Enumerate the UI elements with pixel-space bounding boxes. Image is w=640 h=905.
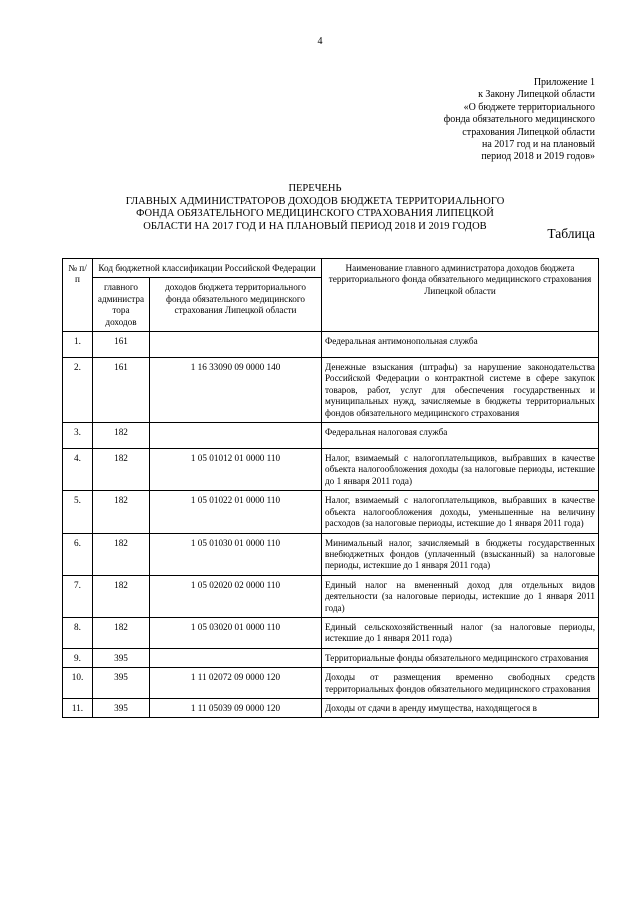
row-num: 9. xyxy=(63,648,93,667)
appendix-block xyxy=(444,77,595,164)
row-name: Единый налог на вмененный доход для отдельных видов деятельности (за налоговые периоды, истекшие до 1 января 2011 года) xyxy=(322,575,599,617)
table-row xyxy=(63,575,599,617)
row-num: 4. xyxy=(63,449,93,491)
row-num: 2. xyxy=(63,358,93,423)
table-row xyxy=(63,617,599,648)
appendix-line: на 2017 год и на плановый xyxy=(481,139,595,151)
row-num: 6. xyxy=(63,533,93,575)
administrators-table xyxy=(62,258,599,718)
row-income-code: 1 16 33090 09 0000 140 xyxy=(150,358,322,423)
row-admin-code: 395 xyxy=(93,698,150,717)
row-name: Минимальный налог, зачисляемый в бюджеты государственных внебюджетных фондов (уплаченный (взысканный) за налоговые периоды, истекшие до 1 января 2011 года) xyxy=(322,533,599,575)
appendix-line: Приложение 1 xyxy=(533,77,595,88)
header-income-code: доходов бюджета территориального фонда обязательного медицинского страхования Липецкой области xyxy=(150,278,322,332)
table-row xyxy=(63,491,599,533)
heading-line: ОБЛАСТИ НА 2017 ГОД И НА ПЛАНОВЫЙ ПЕРИОД 2018 И 2019 ГОДОВ xyxy=(143,220,487,232)
table-caption: Таблица xyxy=(547,226,595,241)
appendix-line: фонда обязательного медицинского xyxy=(443,114,595,126)
row-admin-code: 395 xyxy=(93,648,150,667)
header-admin-code: главного администра тора доходов xyxy=(93,278,150,332)
row-name: Доходы от размещения временно свободных средств территориальных фондов обязательного медицинского страхования xyxy=(322,668,599,699)
table-row xyxy=(63,533,599,575)
page-number: 4 xyxy=(317,36,323,47)
row-admin-code: 161 xyxy=(93,358,150,423)
table-row xyxy=(63,648,599,667)
row-name: Налог, взимаемый с налогоплательщиков, выбравших в качестве объекта налогообложения доходы, уменьшенные на величину расходов (за налоговые периоды, истекшие до 1 января 2011 года) xyxy=(322,491,599,533)
row-income-code xyxy=(150,423,322,449)
row-name: Федеральная антимонопольная служба xyxy=(322,332,599,358)
row-income-code: 1 05 01012 01 0000 110 xyxy=(150,449,322,491)
table-row xyxy=(63,668,599,699)
appendix-line: «О бюджете территориального xyxy=(463,101,595,113)
document-heading xyxy=(60,183,570,233)
row-num: 11. xyxy=(63,698,93,717)
row-admin-code: 182 xyxy=(93,575,150,617)
row-name: Единый сельскохозяйственный налог (за налоговые периоды, истекшие до 1 января 2011 года) xyxy=(322,617,599,648)
row-admin-code: 395 xyxy=(93,668,150,699)
row-income-code: 1 05 03020 01 0000 110 xyxy=(150,617,322,648)
row-admin-code: 182 xyxy=(93,491,150,533)
row-admin-code: 182 xyxy=(93,449,150,491)
row-admin-code: 161 xyxy=(93,332,150,358)
header-code-group: Код бюджетной классификации Российской Федерации xyxy=(93,259,322,278)
row-num: 8. xyxy=(63,617,93,648)
row-name: Налог, взимаемый с налогоплательщиков, выбравших в качестве объекта налогообложения доходы (за налоговые периоды, истекшие до 1 января 2011 года) xyxy=(322,449,599,491)
appendix-line: страхования Липецкой области xyxy=(462,126,595,138)
row-num: 10. xyxy=(63,668,93,699)
table-row xyxy=(63,358,599,423)
row-name: Доходы от сдачи в аренду имущества, находящегося в xyxy=(322,698,599,717)
row-income-code: 1 05 02020 02 0000 110 xyxy=(150,575,322,617)
row-num: 1. xyxy=(63,332,93,358)
row-admin-code: 182 xyxy=(93,533,150,575)
table-row xyxy=(63,332,599,358)
header-num: № п/п xyxy=(63,259,93,332)
heading-line: ФОНДА ОБЯЗАТЕЛЬНОГО МЕДИЦИНСКОГО СТРАХОВАНИЯ ЛИПЕЦКОЙ xyxy=(136,208,494,220)
row-income-code xyxy=(150,648,322,667)
row-num: 5. xyxy=(63,491,93,533)
row-num: 7. xyxy=(63,575,93,617)
row-income-code: 1 11 02072 09 0000 120 xyxy=(150,668,322,699)
row-name: Денежные взыскания (штрафы) за нарушение законодательства Российской Федерации о контрактной системе в сфере закупок товаров, работ, услуг для обеспечения государственных и муниципальных нужд, зачисляемые в бюджеты территориальных фондов обязательного медицинского страхования xyxy=(322,358,599,423)
appendix-line: к Закону Липецкой области xyxy=(478,89,595,101)
row-name: Территориальные фонды обязательного медицинского страхования xyxy=(322,648,599,667)
row-num: 3. xyxy=(63,423,93,449)
row-name: Федеральная налоговая служба xyxy=(322,423,599,449)
row-admin-code: 182 xyxy=(93,617,150,648)
heading-line: ГЛАВНЫХ АДМИНИСТРАТОРОВ ДОХОДОВ БЮДЖЕТА ТЕРРИТОРИАЛЬНОГО xyxy=(125,195,505,207)
row-income-code: 1 11 05039 09 0000 120 xyxy=(150,698,322,717)
row-admin-code: 182 xyxy=(93,423,150,449)
header-name: Наименование главного администратора доходов бюджета территориального фонда обязательного медицинского страхования Липецкой области xyxy=(322,259,599,332)
table-row xyxy=(63,449,599,491)
heading-line: ПЕРЕЧЕНЬ xyxy=(288,183,342,194)
table-row xyxy=(63,698,599,717)
table-row xyxy=(63,423,599,449)
row-income-code: 1 05 01030 01 0000 110 xyxy=(150,533,322,575)
appendix-line: период 2018 и 2019 годов» xyxy=(481,151,595,163)
row-income-code xyxy=(150,332,322,358)
row-income-code: 1 05 01022 01 0000 110 xyxy=(150,491,322,533)
